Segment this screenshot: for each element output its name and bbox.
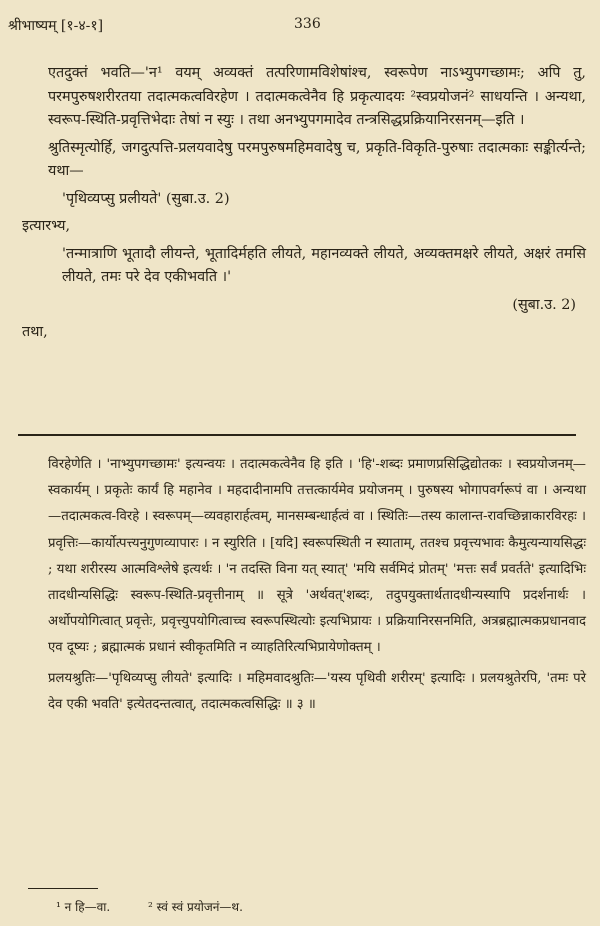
running-head: श्रीभाष्यम् [१-४-१] (8, 18, 104, 34)
commentary (22, 452, 586, 722)
paragraph-2: श्रुतिस्मृत्योर्हि, जगदुत्पत्ति-प्रलयवादेषु परमपुरुषमहिमवादेषु च, प्रकृति-विकृति-पुरुषाः तदात्मकाः सङ्कीर्त्यन्ते; यथा— (48, 139, 586, 179)
footnote-1: ¹ न हि—वा. (56, 900, 111, 914)
paragraph-3: इत्यारभ्य, (22, 218, 71, 234)
page-header (8, 16, 590, 38)
quote-1: 'पृथिव्यप्सु प्रलीयते' (सुबा.उ. 2) (62, 190, 230, 207)
footnotes (56, 898, 243, 915)
quote-2-reference: (सुबा.उ. 2) (512, 296, 576, 313)
tatha-line: तथा, (22, 324, 48, 340)
main-text (22, 62, 586, 349)
commentary-paragraph-2: प्रलयश्रुतिः—'पृथिव्यप्सु लीयते' इत्यादिः । महिमवादश्रुतिः—'यस्य पृथिवी शरीरम्' इत्यादिः । प्रलयश्रुतेरपि, 'तमः परे देव एकी भवति' इत्येतदन्तत्वात्, तदात्मकत्वसिद्धिः ॥ ३ ॥ (48, 670, 586, 712)
section-divider (18, 434, 576, 436)
commentary-paragraph-1: विरहेणेति । 'नाभ्युपगच्छामः' इत्यन्वयः । तदात्मकत्वेनैव हि इति । 'हि'-शब्दः प्रमाणप्रसिद्धिद्योतकः । स्वप्रयोजनम्—स्वकार्यम् । प्रकृतेः कार्यं हि महानेव । महदादीनामपि तत्तत्कार्यमेव प्रयोजनम् । पुरुषस्य भोगापवर्गरूपं वा । अन्यथा—तदात्मकत्व-विरहे । स्वरूपम्—व्यवहारार्हत्वम्, मानसम्बन्धार्हत्वं वा । स्थितिः—तस्य कालान्त-रावच्छिन्नाकारविरहः । प्रवृत्तिः—कार्योत्पत्त्यनुगुणव्यापारः । न स्युरिति । [यदि] स्वरूपस्थिती न स्याताम्, ततश्च प्रवृत्त्यभावः कैमुत्यन्यायसिद्धः ; यथा शरीरस्य आत्मविश्लेषे इत्यर्थः । 'न तदस्ति विना यत् स्यात्' 'मयि सर्वमिदं प्रोतम्' 'मत्तः सर्वं प्रवर्तते' इत्यादिभिः तादधीन्यसिद्धिः स्वरूप-स्थिति-प्रवृत्तीनाम् ॥ सूत्रे 'अर्थवत्'शब्दः, तदुपयुक्तार्थतादधीन्यस्यापि प्रदर्शनार्थः । अर्थोपयोगित्वात् प्रवृत्तेः, प्रवृत्त्युपयोगित्वाच्च स्वरूपस्थित्योः इत्यभिप्रायः । प्रक्रियानिरसनमिति, अत्रब्रह्मात्मकप्रधानवाद एव दूष्यः ; ब्रह्मात्मकं प्रधानं स्वीकृतमिति न व्याहतिरित्यभिप्रायेणोक्तम् । (48, 457, 586, 656)
footnote-2: ² स्वं स्वं प्रयोजनं—थ. (148, 900, 243, 914)
page-number: 336 (294, 16, 321, 32)
footnote-rule (28, 888, 98, 889)
paragraph-1: एतदुक्तं भवति—'न¹ वयम् अव्यक्तं तत्परिणामविशेषांश्च, स्वरूपेण नाऽभ्युपगच्छामः; अपि तु, परमपुरुषशरीरतया तदात्मकत्वविरहेण । तदात्मकत्वेनैव हि प्रकृत्यादयः ²स्वप्रयोजनं² साधयन्ति । अन्यथा, स्वरूप-स्थिति-प्रवृत्तिभेदाः तेषां न स्युः । तथा अनभ्युपगमादेव तन्त्रसिद्धप्रक्रियानिरसनम्—इति । (48, 65, 586, 128)
quote-2: 'तन्मात्राणि भूतादौ लीयन्ते, भूतादिर्महति लीयते, महानव्यक्ते लीयते, अव्यक्तमक्षरे लीयते, अक्षरं तमसि लीयते, तमः परे देव एकीभवति ।' (62, 245, 586, 285)
